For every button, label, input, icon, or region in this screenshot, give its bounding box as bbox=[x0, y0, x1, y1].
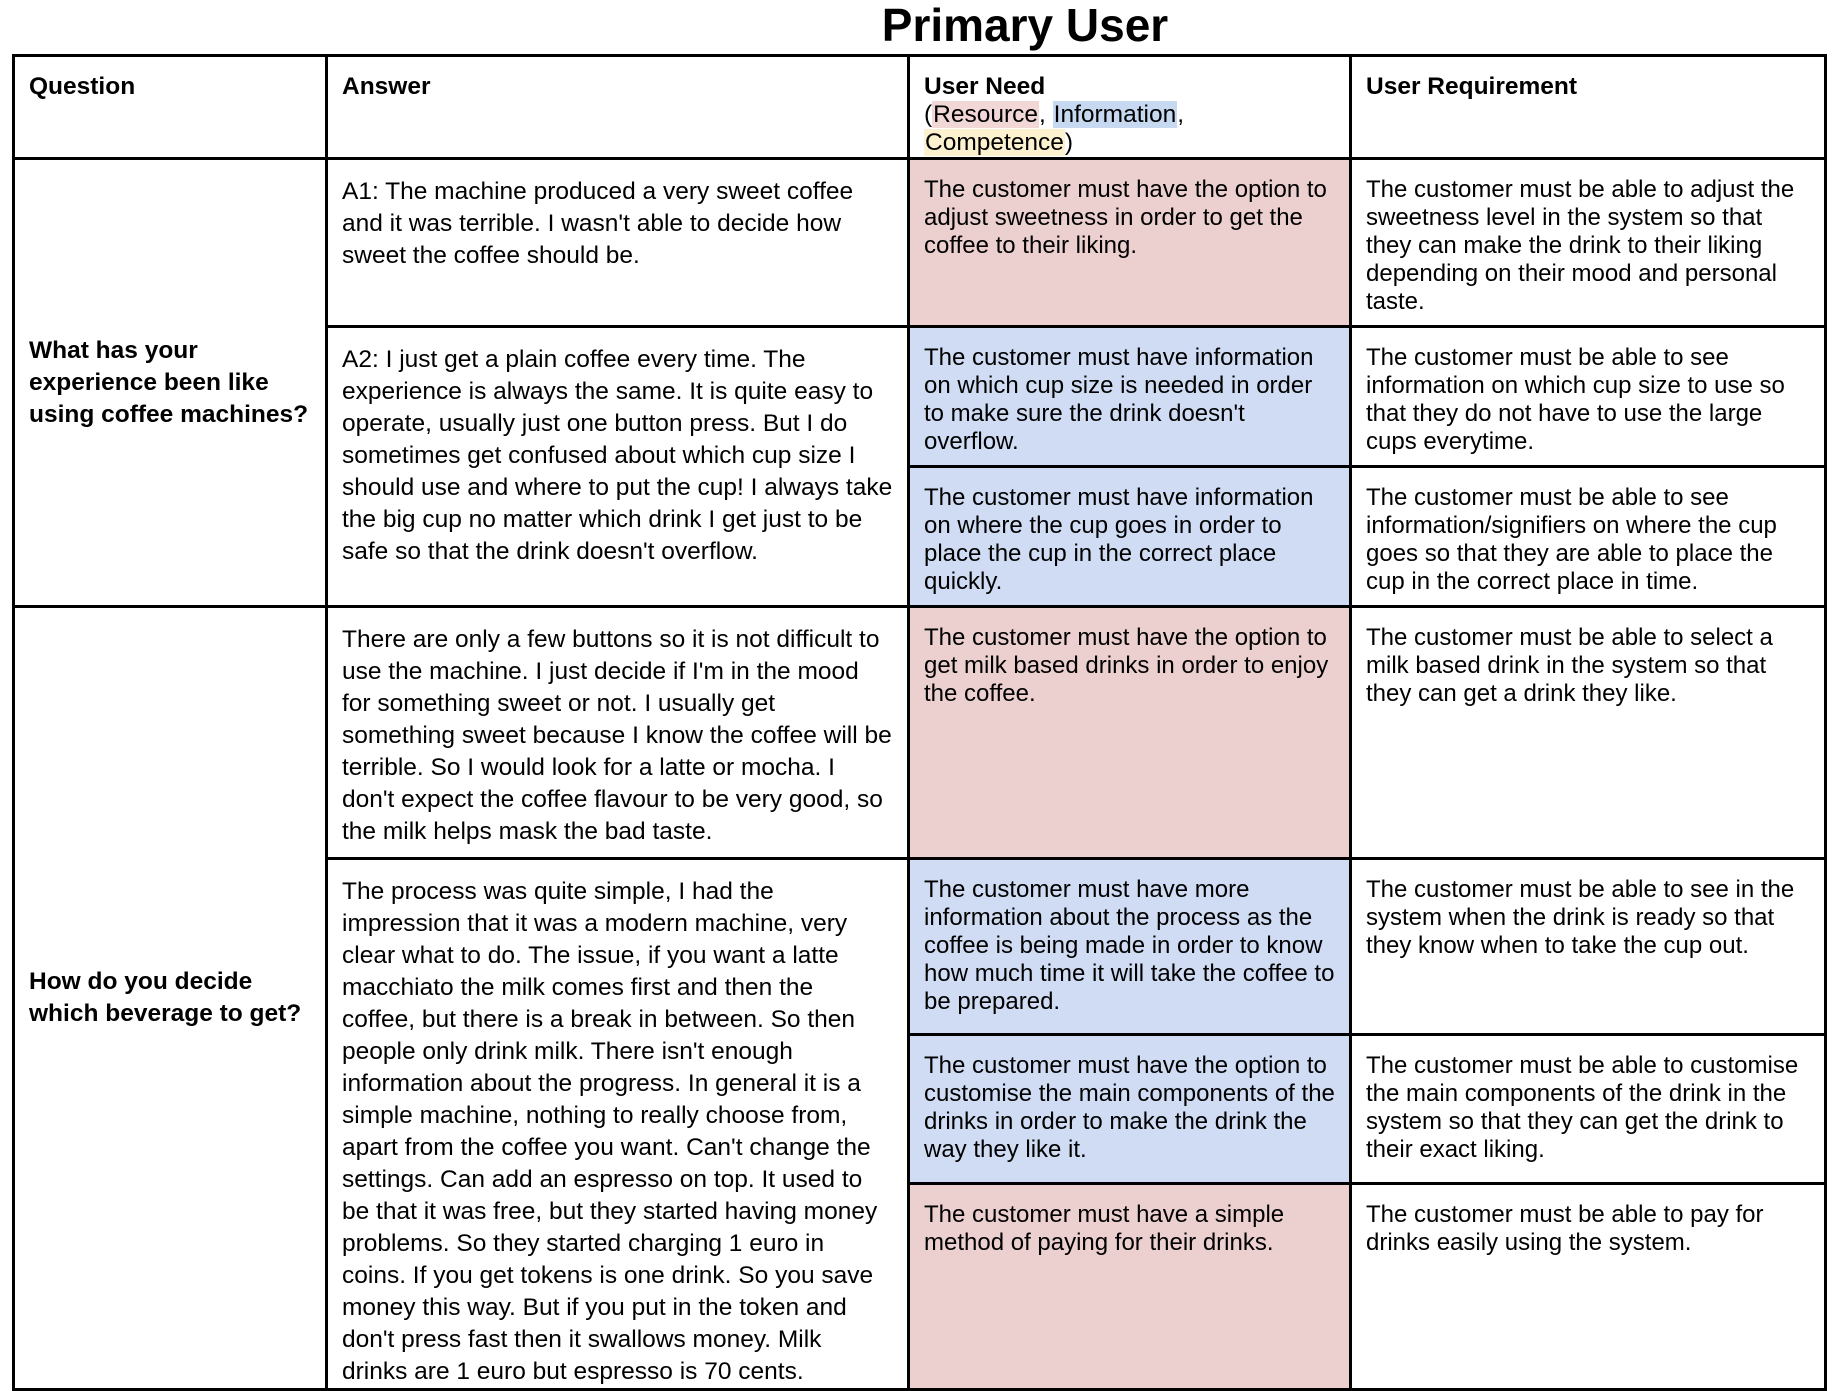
answer-cell: A1: The machine produced a very sweet coffee and it was terrible. I wasn't able to decide how sweet the coffee should be. bbox=[327, 159, 909, 327]
user-requirement-cell: The customer must be able to see in the system when the drink is ready so that they know when to take the cup out. bbox=[1351, 859, 1826, 1035]
user-need-cell: The customer must have information on which cup size is needed in order to make sure the drink doesn't overflow. bbox=[909, 327, 1351, 467]
legend-open-paren: ( bbox=[924, 101, 933, 128]
legend-close-paren: ) bbox=[1064, 129, 1074, 156]
page-title: Primary User bbox=[881, 0, 1169, 51]
table-row bbox=[14, 607, 1826, 859]
question-cell: What has your experience been like using coffee machines? bbox=[14, 159, 327, 607]
user-need-cell: The customer must have the option to get milk based drinks in order to enjoy the coffee. bbox=[909, 607, 1351, 859]
answer-cell: There are only a few buttons so it is not difficult to use the machine. I just decide if I'm in the mood for something sweet or not. I usually get something sweet because I know the coffee will be terrible. So I would look for a latte or mocha. I don't expect the coffee flavour to be very good, so the milk helps mask the bad taste. bbox=[327, 607, 909, 859]
table-row bbox=[14, 159, 1826, 327]
header-question: Question bbox=[14, 56, 327, 159]
answer-cell: The process was quite simple, I had the impression that it was a modern machine, very clear what to do. The issue, if you want a latte macchiato the milk comes first and then the coffee, but there is a break in between. So then people only drink milk. There isn't enough information about the progress. In general it is a simple machine, nothing to really choose from, apart from the coffee you want. Can't change the settings. Can add an espresso on top. It used to be that it was free, but they started having money problems. So they started charging 1 euro in coins. If you get tokens is one drink. So you save money this way. But if you put in the token and don't press fast then it swallows money. Milk drinks are 1 euro but espresso is 70 cents. bbox=[327, 859, 909, 1390]
user-requirement-cell: The customer must be able to pay for drinks easily using the system. bbox=[1351, 1184, 1826, 1390]
header-user-need bbox=[909, 56, 1351, 159]
user-requirement-cell: The customer must be able to customise the main components of the drink in the system so that they can get the drink to their exact liking. bbox=[1351, 1035, 1826, 1184]
user-need-cell: The customer must have more information about the process as the coffee is being made in order to know how much time it will take the coffee to be prepared. bbox=[909, 859, 1351, 1035]
user-need-cell: The customer must have the option to adjust sweetness in order to get the coffee to their liking. bbox=[909, 159, 1351, 327]
user-requirement-cell: The customer must be able to select a milk based drink in the system so that they can get a drink they like. bbox=[1351, 607, 1826, 859]
table-header-row bbox=[14, 56, 1826, 159]
user-requirement-cell: The customer must be able to see information on which cup size to use so that they do not have to use the large cups everytime. bbox=[1351, 327, 1826, 467]
legend-competence: Competence bbox=[925, 129, 1064, 156]
user-need-legend bbox=[924, 101, 1335, 157]
user-needs-table bbox=[12, 54, 1827, 1391]
user-need-cell: The customer must have the option to customise the main components of the drinks in order to make the drink the way they like it. bbox=[909, 1035, 1351, 1184]
user-requirement-cell: The customer must be able to see information/signifiers on where the cup goes so that they are able to place the cup in the correct place in time. bbox=[1351, 467, 1826, 607]
answer-cell: A2: I just get a plain coffee every time. The experience is always the same. It is quite easy to operate, usually just one button press. But I do sometimes get confused about which cup size I should use and where to put the cup! I always take the big cup no matter which drink I get just to be safe so that the drink doesn't overflow. bbox=[327, 327, 909, 607]
user-need-cell: The customer must have a simple method of paying for their drinks. bbox=[909, 1184, 1351, 1390]
question-cell: How do you decide which beverage to get? bbox=[14, 607, 327, 1390]
legend-information: Information bbox=[1053, 101, 1177, 128]
user-requirement-cell: The customer must be able to adjust the sweetness level in the system so that they can make the drink to their liking depending on their mood and personal taste. bbox=[1351, 159, 1826, 327]
legend-resource: Resource bbox=[933, 101, 1039, 128]
legend-separator: , bbox=[1177, 101, 1185, 128]
header-user-requirement: User Requirement bbox=[1351, 56, 1826, 159]
header-user-need-label: User Need bbox=[924, 73, 1046, 100]
header-answer: Answer bbox=[327, 56, 909, 159]
user-need-cell: The customer must have information on where the cup goes in order to place the cup in the correct place quickly. bbox=[909, 467, 1351, 607]
legend-separator: , bbox=[1039, 101, 1053, 128]
